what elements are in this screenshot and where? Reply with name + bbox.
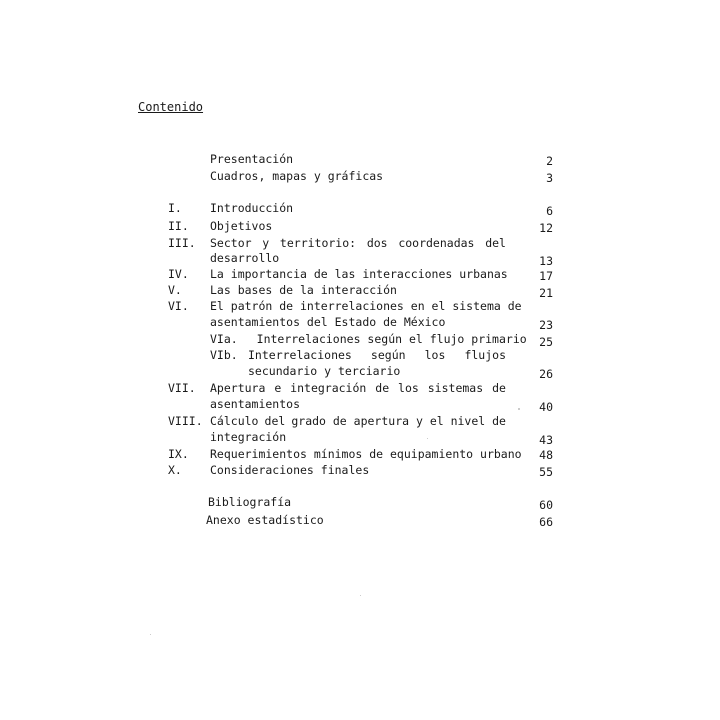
toc-entry-title: Anexo estadístico [206,513,324,527]
chapter-title: La importancia de las interacciones urbanas [210,267,508,281]
toc-page-number: 23 [539,318,553,332]
title-word: e [274,381,282,395]
title-word: Interrelaciones [248,348,352,362]
toc-page-number: 12 [539,221,553,235]
chapter-title-line2: desarrollo [210,251,280,265]
toc-page-number: 3 [546,171,553,185]
title-word: de [492,381,506,395]
toc-page-number: 2 [546,154,553,168]
title-word: los [424,348,446,362]
chapter-number: VIII. [168,414,203,428]
title-word: de [375,381,390,395]
chapter-title: Objetivos [210,219,273,233]
title-word: sistemas [427,381,484,395]
toc-page-number: 60 [539,498,553,512]
chapter-number: I. [168,201,182,215]
chapter-number: IX. [168,447,189,461]
toc-entry-title: Bibliografía [208,495,292,509]
chapter-title-line2: secundario y terciario [248,364,401,378]
toc-page-number: 26 [539,367,553,381]
chapter-title-line1 [210,235,506,251]
title-word: del [485,236,506,250]
chapter-number: V. [168,283,182,297]
chapter-number: VIa. [210,332,238,346]
toc-page-number: 40 [539,400,553,414]
toc-entry-c6a [210,331,527,347]
toc-page-number: 48 [539,448,553,462]
title-word: Cálculo [210,414,259,428]
chapter-title-line2: asentamientos [210,397,301,411]
chapter-title: Las bases de la interacción [210,283,397,297]
chapter-title-line1: El patrón de interrelaciones en el sistema de [210,299,522,313]
title-word: grado de apertura y el nivel de [291,414,506,428]
title-word: integración [290,381,367,395]
chapter-title: Interrelaciones según el flujo primario [256,332,527,346]
scan-speck [427,438,428,439]
title-word: Sector [210,236,252,250]
chapter-title-line1 [210,413,506,429]
toc-page-number: 13 [539,254,553,268]
chapter-number: VIb. [210,348,238,362]
toc-heading: Contenido [138,100,204,114]
chapter-number: X. [168,463,182,477]
chapter-title-line2: integración [210,430,287,444]
title-word: y [262,236,270,250]
chapter-number: IV. [168,267,189,281]
title-word: del [264,414,286,428]
scan-speck [150,634,151,635]
toc-entry-title: Presentación [210,152,294,166]
chapter-title: Requerimientos mínimos de equipamiento urbano [210,447,522,461]
toc-entry-anexo [206,512,324,528]
toc-entry-cuadros [210,168,383,184]
toc-entry-title: Cuadros, mapas y gráficas [210,169,384,183]
title-word: coordenadas [398,236,475,250]
chapter-number: VI. [168,299,189,313]
title-word: según [370,348,406,362]
scan-speck [360,595,361,596]
chapter-title: Introducción [210,201,294,215]
toc-page-number: 6 [546,204,553,218]
chapter-title-line2: asentamientos del Estado de México [210,315,446,329]
chapter-title-line1 [210,380,506,396]
title-word: los [398,381,419,395]
chapter-number: III. [168,236,196,250]
toc-page-number: 55 [539,465,553,479]
chapter-title-line1 [248,347,506,363]
toc-page-number: 66 [539,515,553,529]
title-word: Apertura [210,381,266,395]
title-word: territorio: [279,236,357,250]
toc-page-number: 43 [539,433,553,447]
scan-speck [518,408,520,410]
toc-entry-presentacion [210,151,293,167]
toc-entry-bibliografia [208,494,291,510]
chapter-number: VII. [168,381,196,395]
toc-page-number: 21 [539,286,553,300]
title-word: flujos [464,348,506,362]
chapter-title: Consideraciones finales [210,463,370,477]
toc-page-number: 17 [539,269,553,283]
chapter-number: II. [168,219,189,233]
toc-page-number: 25 [539,335,553,349]
title-word: dos [366,236,388,250]
